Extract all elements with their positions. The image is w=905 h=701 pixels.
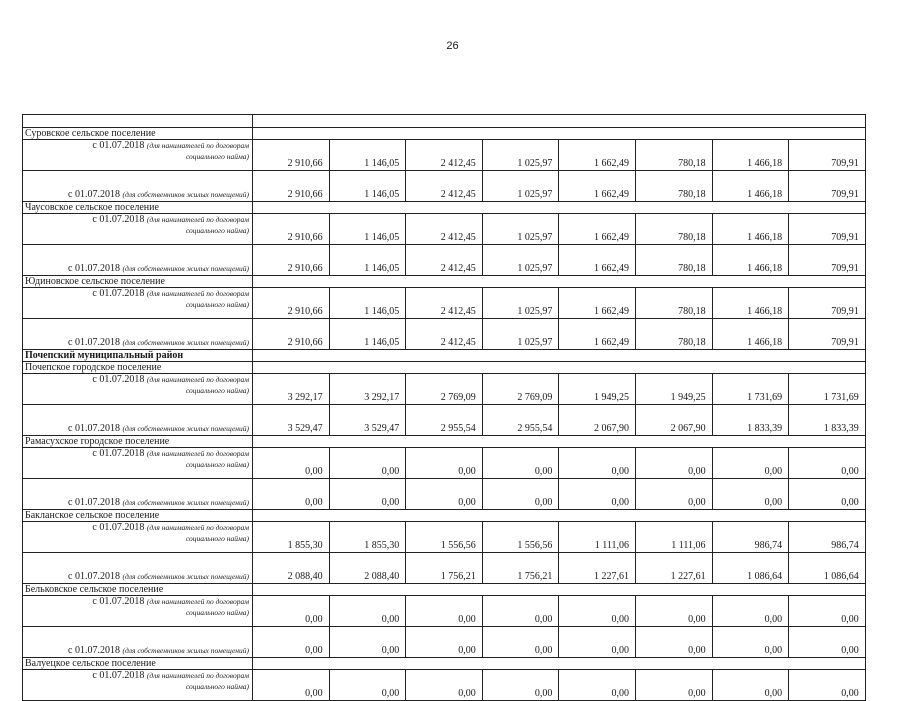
- tariff-value-cell: 1 146,05: [329, 171, 406, 202]
- category-note: (для собственников жилых помещений): [122, 424, 249, 433]
- tariff-value-cell: 1 556,56: [406, 522, 483, 553]
- tariff-value-cell: 0,00: [635, 627, 712, 658]
- tariff-value-cell: 2 910,66: [253, 288, 330, 319]
- tariff-row-tenants: [23, 670, 866, 701]
- tariff-value-cell: 0,00: [559, 670, 636, 701]
- effective-date: с 01.07.2018: [68, 571, 120, 582]
- category-note-continuation: социального найма): [185, 682, 249, 691]
- tariff-value-cell: 0,00: [789, 596, 866, 627]
- tariff-value-cell: 2 067,90: [559, 405, 636, 436]
- category-note: (для собственников жилых помещений): [122, 190, 249, 199]
- table-header-blank-row: [23, 115, 866, 128]
- row-label-line: [23, 288, 249, 299]
- tariff-value-cell: 1 731,69: [712, 374, 789, 405]
- category-note: (для нанимателей по договорам: [146, 523, 249, 532]
- row-label: [23, 171, 253, 202]
- section-empty-cell: [253, 350, 866, 362]
- tariff-row-owners: [23, 553, 866, 584]
- settlement-header-row: [23, 202, 866, 214]
- row-label-line: [23, 337, 249, 348]
- tariff-value-cell: 0,00: [559, 627, 636, 658]
- tariff-value-cell: 2 088,40: [329, 553, 406, 584]
- tariff-row-owners: [23, 245, 866, 276]
- tariff-value-cell: 0,00: [559, 479, 636, 510]
- effective-date: с 01.07.2018: [68, 263, 120, 274]
- category-note-continuation: социального найма): [185, 152, 249, 161]
- settlement-header-row: [23, 276, 866, 288]
- tariff-value-cell: 0,00: [406, 596, 483, 627]
- tariff-value-cell: 1 662,49: [559, 288, 636, 319]
- tariff-value-cell: 2 910,66: [253, 245, 330, 276]
- tariff-value-cell: 1 146,05: [329, 319, 406, 350]
- effective-date: с 01.07.2018: [92, 374, 145, 385]
- tariff-value-cell: 0,00: [635, 596, 712, 627]
- section-empty-cell: [253, 658, 866, 670]
- settlement-header-row: [23, 584, 866, 596]
- tariff-value-cell: 2 088,40: [253, 553, 330, 584]
- effective-date: с 01.07.2018: [92, 670, 145, 681]
- tariff-value-cell: 2 412,45: [406, 319, 483, 350]
- tariff-row-owners: [23, 405, 866, 436]
- tariff-value-cell: 1 466,18: [712, 319, 789, 350]
- effective-date: с 01.07.2018: [68, 497, 120, 508]
- tariff-value-cell: 1 949,25: [635, 374, 712, 405]
- tariff-value-cell: 2 412,45: [406, 214, 483, 245]
- tariff-value-cell: 1 731,69: [789, 374, 866, 405]
- effective-date: с 01.07.2018: [92, 140, 145, 151]
- row-label: [23, 288, 253, 319]
- tariff-value-cell: 1 086,64: [712, 553, 789, 584]
- row-label: [23, 553, 253, 584]
- tariff-value-cell: 0,00: [789, 627, 866, 658]
- tariff-value-cell: 1 466,18: [712, 245, 789, 276]
- row-label-line: [23, 596, 249, 607]
- settlement-name: Бельковское сельское поселение: [23, 584, 253, 596]
- tariff-value-cell: 1 466,18: [712, 214, 789, 245]
- category-note-continuation: социального найма): [185, 386, 249, 395]
- tariff-value-cell: 3 529,47: [329, 405, 406, 436]
- row-label: [23, 627, 253, 658]
- tariff-value-cell: 0,00: [635, 670, 712, 701]
- tariff-value-cell: 709,91: [789, 214, 866, 245]
- tariff-value-cell: 0,00: [406, 670, 483, 701]
- tariff-value-cell: 2 412,45: [406, 140, 483, 171]
- tariff-row-tenants: [23, 522, 866, 553]
- tariff-value-cell: 0,00: [712, 448, 789, 479]
- tariff-value-cell: 3 529,47: [253, 405, 330, 436]
- row-label-line: [23, 214, 249, 225]
- row-label: [23, 319, 253, 350]
- tariff-value-cell: 1 025,97: [482, 319, 559, 350]
- tariff-value-cell: 0,00: [482, 670, 559, 701]
- tariff-value-cell: 1 662,49: [559, 140, 636, 171]
- category-note-continuation: социального найма): [185, 226, 249, 235]
- effective-date: с 01.07.2018: [92, 214, 145, 225]
- tariff-row-tenants: [23, 374, 866, 405]
- tariff-value-cell: 709,91: [789, 140, 866, 171]
- tariff-value-cell: 709,91: [789, 245, 866, 276]
- tariff-value-cell: 1 025,97: [482, 245, 559, 276]
- tariff-value-cell: 1 466,18: [712, 171, 789, 202]
- tariff-row-tenants: [23, 214, 866, 245]
- category-note: (для нанимателей по договорам: [146, 289, 249, 298]
- tariff-value-cell: 0,00: [329, 596, 406, 627]
- tariff-value-cell: 1 466,18: [712, 140, 789, 171]
- tariff-value-cell: 1 756,21: [406, 553, 483, 584]
- settlement-name: Почепское городское поселение: [23, 362, 253, 374]
- tariff-value-cell: 709,91: [789, 288, 866, 319]
- category-note: (для собственников жилых помещений): [122, 498, 249, 507]
- category-note: (для нанимателей по договорам: [146, 597, 249, 606]
- tariff-value-cell: 1 833,39: [712, 405, 789, 436]
- tariff-row-tenants: [23, 140, 866, 171]
- category-note-continuation: социального найма): [185, 608, 249, 617]
- settlement-name: Валуецкое сельское поселение: [23, 658, 253, 670]
- tariff-value-cell: 0,00: [482, 448, 559, 479]
- section-empty-cell: [253, 436, 866, 448]
- tariff-value-cell: 1 227,61: [559, 553, 636, 584]
- tariff-row-owners: [23, 479, 866, 510]
- tariff-value-cell: 1 227,61: [635, 553, 712, 584]
- category-note: (для собственников жилых помещений): [122, 264, 249, 273]
- tariff-value-cell: 1 146,05: [329, 245, 406, 276]
- tariff-value-cell: 0,00: [253, 670, 330, 701]
- category-note: (для собственников жилых помещений): [122, 646, 249, 655]
- tariff-value-cell: 780,18: [635, 319, 712, 350]
- tariff-value-cell: 0,00: [253, 627, 330, 658]
- row-label: [23, 522, 253, 553]
- row-label-line: [23, 423, 249, 434]
- tariff-value-cell: 1 556,56: [482, 522, 559, 553]
- section-empty-cell: [253, 362, 866, 374]
- tariff-value-cell: 709,91: [789, 171, 866, 202]
- tariff-value-cell: 0,00: [482, 479, 559, 510]
- tariff-value-cell: 1 855,30: [253, 522, 330, 553]
- effective-date: с 01.07.2018: [92, 448, 145, 459]
- district-name: Почепский муниципальный район: [23, 350, 253, 362]
- tariff-table: [22, 114, 866, 701]
- tariff-value-cell: 2 412,45: [406, 245, 483, 276]
- tariff-value-cell: 0,00: [635, 448, 712, 479]
- tariff-value-cell: 1 086,64: [789, 553, 866, 584]
- tariff-value-cell: 0,00: [482, 627, 559, 658]
- tariff-row-tenants: [23, 288, 866, 319]
- tariff-value-cell: 1 949,25: [559, 374, 636, 405]
- tariff-value-cell: 1 025,97: [482, 214, 559, 245]
- settlement-header-row: [23, 510, 866, 522]
- tariff-value-cell: 1 025,97: [482, 288, 559, 319]
- settlement-header-row: [23, 128, 866, 140]
- effective-date: с 01.07.2018: [92, 522, 145, 533]
- tariff-value-cell: 0,00: [406, 627, 483, 658]
- effective-date: с 01.07.2018: [92, 288, 145, 299]
- tariff-value-cell: 1 833,39: [789, 405, 866, 436]
- tariff-value-cell: 780,18: [635, 288, 712, 319]
- category-note-continuation: социального найма): [185, 460, 249, 469]
- tariff-value-cell: 1 662,49: [559, 245, 636, 276]
- tariff-value-cell: 1 025,97: [482, 171, 559, 202]
- tariff-value-cell: 1 146,05: [329, 214, 406, 245]
- tariff-table-body: [23, 115, 866, 701]
- tariff-value-cell: 0,00: [329, 670, 406, 701]
- tariff-value-cell: 1 855,30: [329, 522, 406, 553]
- category-note-continuation: социального найма): [185, 534, 249, 543]
- settlement-name: Бакланское сельское поселение: [23, 510, 253, 522]
- tariff-value-cell: 1 146,05: [329, 140, 406, 171]
- blank-label-cell: [23, 115, 253, 128]
- tariff-value-cell: 0,00: [789, 479, 866, 510]
- settlement-name: Чаусовское сельское поселение: [23, 202, 253, 214]
- tariff-value-cell: 986,74: [712, 522, 789, 553]
- district-header-row: [23, 350, 866, 362]
- tariff-value-cell: 2 910,66: [253, 214, 330, 245]
- row-label-line: [23, 571, 249, 582]
- tariff-row-tenants: [23, 596, 866, 627]
- tariff-value-cell: 2 910,66: [253, 140, 330, 171]
- category-note: (для собственников жилых помещений): [122, 338, 249, 347]
- section-empty-cell: [253, 584, 866, 596]
- tariff-value-cell: 0,00: [406, 479, 483, 510]
- tariff-value-cell: 1 111,06: [559, 522, 636, 553]
- settlement-name: Юдиновское сельское поселение: [23, 276, 253, 288]
- section-empty-cell: [253, 510, 866, 522]
- tariff-value-cell: 0,00: [253, 448, 330, 479]
- row-label-line: [23, 522, 249, 533]
- row-label: [23, 596, 253, 627]
- tariff-value-cell: 1 025,97: [482, 140, 559, 171]
- tariff-value-cell: 1 146,05: [329, 288, 406, 319]
- tariff-value-cell: 1 662,49: [559, 171, 636, 202]
- tariff-value-cell: 0,00: [559, 448, 636, 479]
- row-label-line: [23, 189, 249, 200]
- settlement-name: Суровское сельское поселение: [23, 128, 253, 140]
- row-label: [23, 214, 253, 245]
- tariff-value-cell: 0,00: [712, 627, 789, 658]
- section-empty-cell: [253, 128, 866, 140]
- row-label: [23, 140, 253, 171]
- row-label: [23, 374, 253, 405]
- tariff-value-cell: 0,00: [712, 670, 789, 701]
- tariff-row-owners: [23, 627, 866, 658]
- settlement-header-row: [23, 362, 866, 374]
- row-label: [23, 405, 253, 436]
- tariff-value-cell: 2 067,90: [635, 405, 712, 436]
- tariff-value-cell: 2 412,45: [406, 288, 483, 319]
- category-note: (для нанимателей по договорам: [146, 215, 249, 224]
- section-empty-cell: [253, 276, 866, 288]
- tariff-value-cell: 0,00: [253, 596, 330, 627]
- tariff-value-cell: 0,00: [789, 670, 866, 701]
- tariff-value-cell: 2 910,66: [253, 319, 330, 350]
- effective-date: с 01.07.2018: [68, 337, 120, 348]
- tariff-value-cell: 0,00: [329, 479, 406, 510]
- settlement-header-row: [23, 658, 866, 670]
- row-label-line: [23, 670, 249, 681]
- effective-date: с 01.07.2018: [92, 596, 145, 607]
- tariff-value-cell: 2 955,54: [406, 405, 483, 436]
- category-note: (для нанимателей по договорам: [146, 671, 249, 680]
- tariff-value-cell: 2 769,09: [482, 374, 559, 405]
- tariff-value-cell: 1 662,49: [559, 319, 636, 350]
- row-label-line: [23, 645, 249, 656]
- row-label-line: [23, 497, 249, 508]
- tariff-value-cell: 780,18: [635, 214, 712, 245]
- row-label: [23, 670, 253, 701]
- category-note: (для собственников жилых помещений): [122, 572, 249, 581]
- tariff-value-cell: 0,00: [406, 448, 483, 479]
- tariff-row-tenants: [23, 448, 866, 479]
- category-note: (для нанимателей по договорам: [146, 375, 249, 384]
- row-label-line: [23, 448, 249, 459]
- row-label-line: [23, 263, 249, 274]
- tariff-value-cell: 780,18: [635, 171, 712, 202]
- tariff-value-cell: 709,91: [789, 319, 866, 350]
- effective-date: с 01.07.2018: [68, 189, 120, 200]
- category-note-continuation: социального найма): [185, 300, 249, 309]
- effective-date: с 01.07.2018: [68, 423, 120, 434]
- tariff-value-cell: 0,00: [635, 479, 712, 510]
- effective-date: с 01.07.2018: [68, 645, 120, 656]
- tariff-value-cell: 0,00: [329, 448, 406, 479]
- tariff-value-cell: 0,00: [329, 627, 406, 658]
- section-empty-cell: [253, 202, 866, 214]
- tariff-value-cell: 3 292,17: [253, 374, 330, 405]
- tariff-value-cell: 0,00: [712, 479, 789, 510]
- tariff-value-cell: 2 910,66: [253, 171, 330, 202]
- tariff-value-cell: 986,74: [789, 522, 866, 553]
- tariff-row-owners: [23, 319, 866, 350]
- category-note: (для нанимателей по договорам: [146, 141, 249, 150]
- tariff-value-cell: 780,18: [635, 140, 712, 171]
- tariff-row-owners: [23, 171, 866, 202]
- tariff-value-cell: 780,18: [635, 245, 712, 276]
- tariff-value-cell: 0,00: [789, 448, 866, 479]
- category-note: (для нанимателей по договорам: [146, 449, 249, 458]
- tariff-value-cell: 2 412,45: [406, 171, 483, 202]
- tariff-value-cell: 1 466,18: [712, 288, 789, 319]
- settlement-name: Рамасухское городское поселение: [23, 436, 253, 448]
- tariff-value-cell: 0,00: [712, 596, 789, 627]
- row-label: [23, 448, 253, 479]
- settlement-header-row: [23, 436, 866, 448]
- row-label: [23, 479, 253, 510]
- blank-values-cell: [253, 115, 866, 128]
- row-label-line: [23, 140, 249, 151]
- tariff-value-cell: 2 769,09: [406, 374, 483, 405]
- tariff-value-cell: 2 955,54: [482, 405, 559, 436]
- tariff-value-cell: 1 111,06: [635, 522, 712, 553]
- tariff-value-cell: 1 662,49: [559, 214, 636, 245]
- tariff-value-cell: 0,00: [253, 479, 330, 510]
- tariff-value-cell: 0,00: [482, 596, 559, 627]
- row-label: [23, 245, 253, 276]
- tariff-value-cell: 3 292,17: [329, 374, 406, 405]
- page-number: 26: [446, 40, 459, 52]
- tariff-value-cell: 0,00: [559, 596, 636, 627]
- tariff-value-cell: 1 756,21: [482, 553, 559, 584]
- row-label-line: [23, 374, 249, 385]
